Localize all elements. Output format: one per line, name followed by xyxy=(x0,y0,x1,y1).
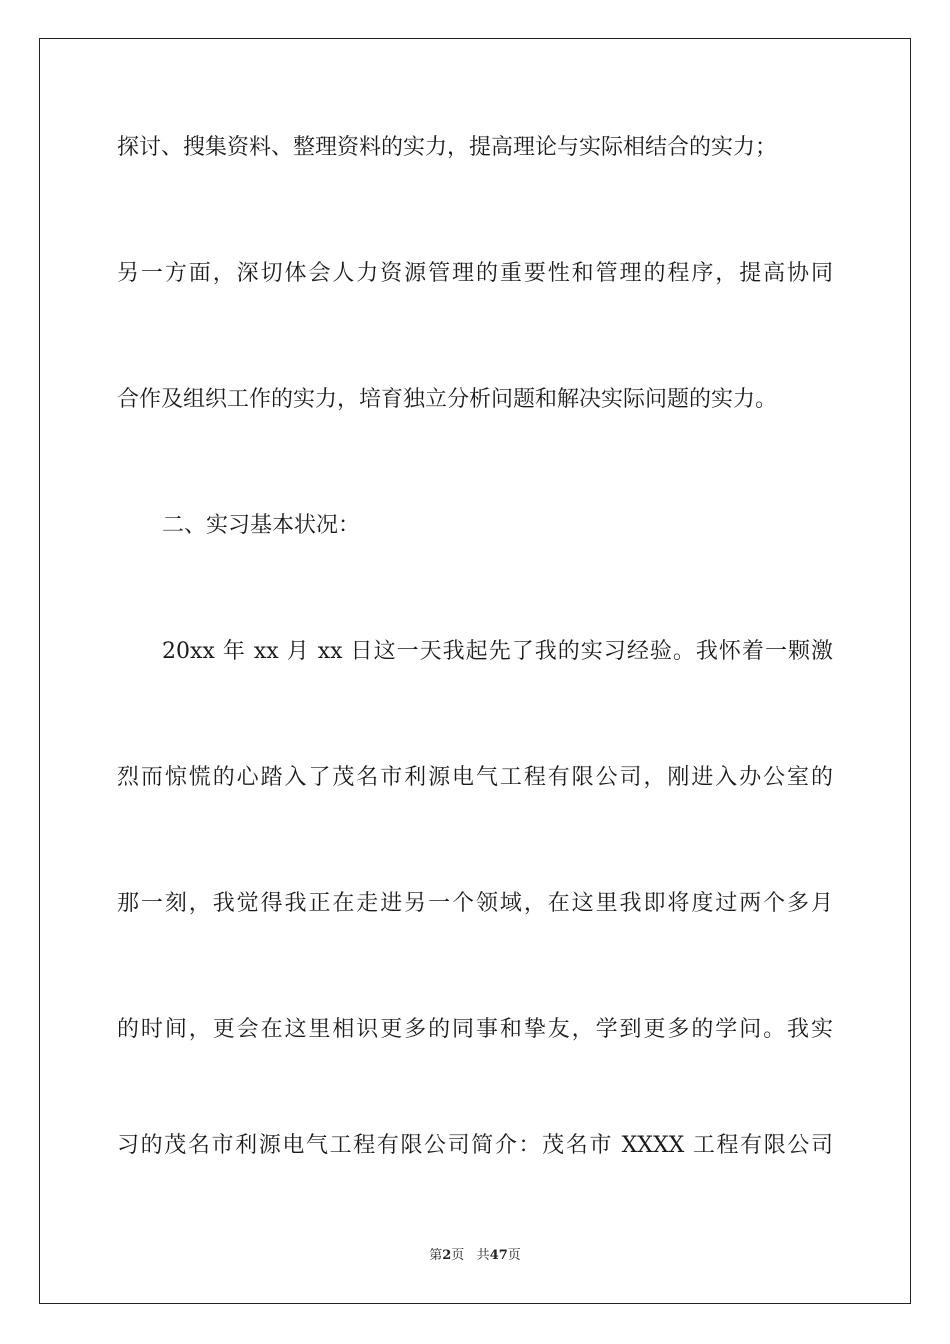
body-line-7: 那一刻，我觉得我正在走进另一个领域，在这里我即将度过两个多月 xyxy=(117,891,833,916)
body-line-5: 20xx 年 xx 月 xx 日这一天我起先了我的实习经验。我怀着一颗激 xyxy=(162,639,833,664)
body-line-3: 合作及组织工作的实力，培育独立分析问题和解决实际问题的实力。 xyxy=(117,387,778,412)
body-line-6: 烈而惊慌的心踏入了茂名市利源电气工程有限公司，刚进入办公室的 xyxy=(117,765,833,790)
footer-page-total: 47 xyxy=(489,1248,508,1263)
page-border xyxy=(39,38,911,1304)
footer-page-prefix: 第 xyxy=(429,1248,443,1263)
section-heading: 二、实习基本状况： xyxy=(162,513,361,538)
body-line-1: 探讨、搜集资料、整理资料的实力，提高理论与实际相结合的实力； xyxy=(117,135,778,160)
page-footer xyxy=(0,1247,950,1265)
footer-page-current: 2 xyxy=(442,1248,452,1263)
body-line-9: 习的茂名市利源电气工程有限公司简介：茂名市 XXXX 工程有限公司 xyxy=(117,1133,833,1158)
body-line-8: 的时间，更会在这里相识更多的同事和挚友，学到更多的学问。我实 xyxy=(117,1017,833,1042)
footer-page-unit: 页 xyxy=(451,1248,465,1263)
body-line-2: 另一方面，深切体会人力资源管理的重要性和管理的程序，提高协同 xyxy=(117,261,833,286)
footer-total-prefix: 共 xyxy=(476,1248,490,1263)
footer-total-unit: 页 xyxy=(507,1248,521,1263)
